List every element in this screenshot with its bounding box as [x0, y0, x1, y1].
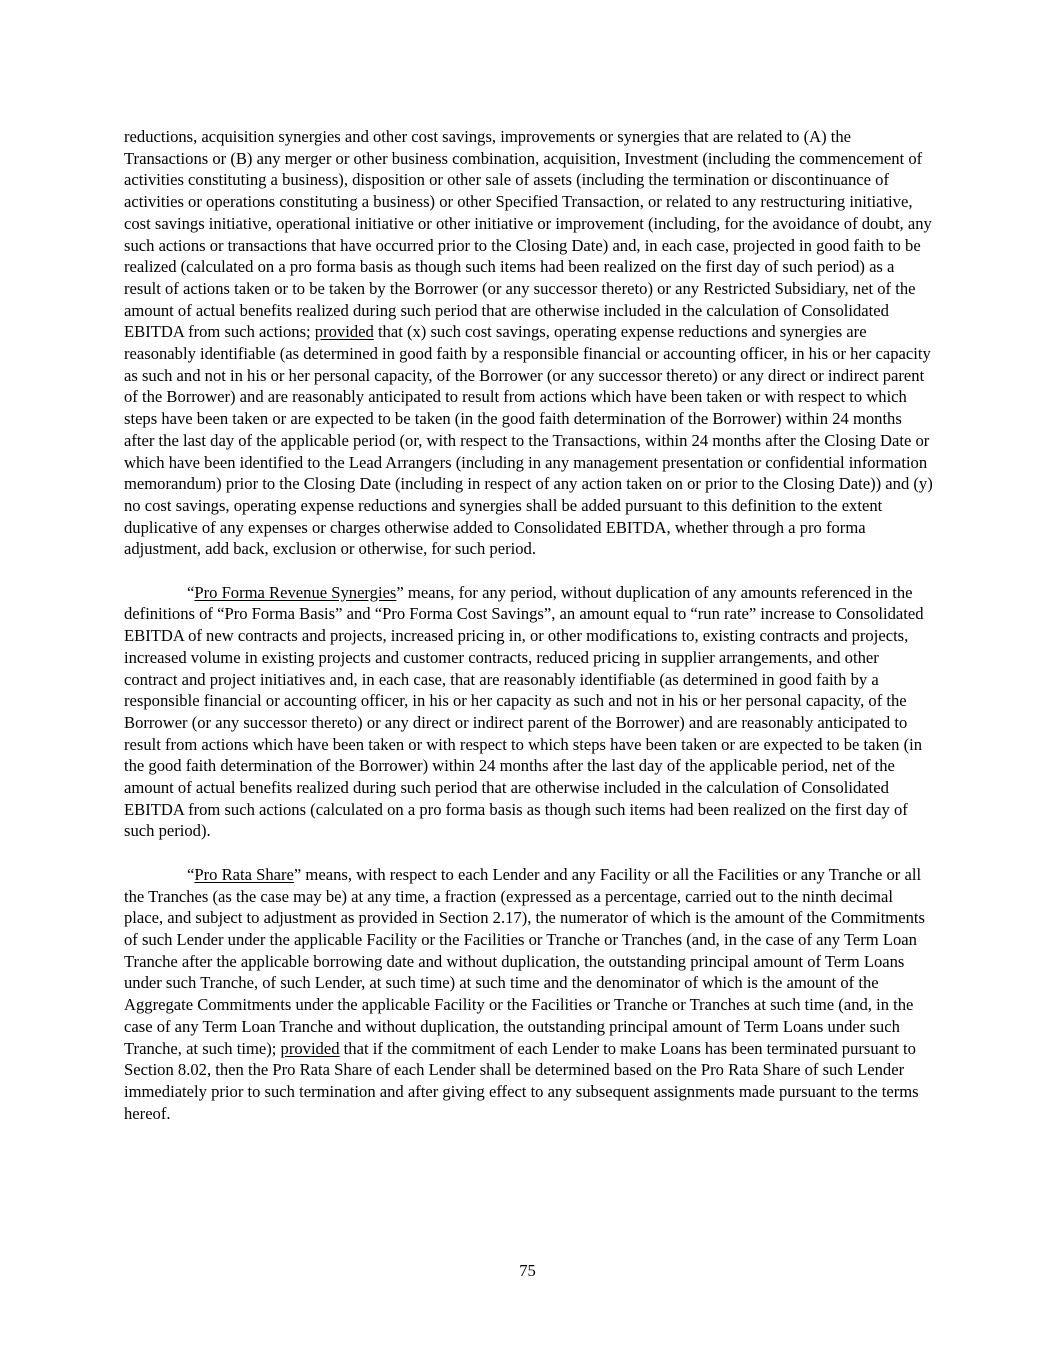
paragraph-pro-rata-share: [124, 864, 934, 1124]
definition-text: ” means, with respect to each Lender and any Facility or all the Facilities or any Tranche or all the Tranches (as the case may be) at any time, a fraction (expressed as a percentage, carried out to the ninth decimal place, and subject to adjustment as provided in Section 2.17), the numerator of which is the amount of the Commitments of such Lender under the applicable Facility or the Facilities or Tranche or Tranches (and, in the case of any Term Loan Tranche after the applicable borrowing date and without duplication, the outstanding principal amount of Term Loans under such Tranche, of such Lender, at such time) at such time and the denominator of which is the amount of the Aggregate Commitments under the applicable Facility or the Facilities or Tranche or Tranches at such time (and, in the case of any Term Loan Tranche and without duplication, the outstanding principal amount of Term Loans under such Tranche, at such time);: [124, 864, 925, 1058]
open-quote: “: [187, 864, 195, 884]
paragraph-pro-forma-revenue-synergies: [124, 582, 934, 842]
defined-term: Pro Forma Revenue Synergies: [194, 582, 397, 602]
document-page: [124, 126, 934, 1124]
paragraph-text: that (x) such cost savings, operating expense reductions and synergies are reasonably identifiable (as determined in good faith by a responsible financial or accounting officer, in his or her capacity as such and not in his or her personal capacity, of the Borrower (or any successor thereto) or any direct or indirect parent of the Borrower) and are reasonably anticipated to result from actions which have been taken or with respect to which steps have been taken or are expected to be taken (in the good faith determination of the Borrower) within 24 months after the last day of the applicable period (or, with respect to the Transactions, within 24 months after the Closing Date or which have been identified to the Lead Arrangers (including in any management presentation or confidential information memorandum) prior to the Closing Date (including in respect of any action taken on or prior to the Closing Date)) and (y) no cost savings, operating expense reductions and synergies shall be added pursuant to this definition to the extent duplicative of any expenses or charges otherwise added to Consolidated EBITDA, whether through a pro forma adjustment, add back, exclusion or otherwise, for such period.: [124, 322, 933, 559]
definition-text: that if the commitment of each Lender to make Loans has been terminated pursuant to Section 8.02, then the Pro Rata Share of each Lender shall be determined based on the Pro Rata Share of such Lender immediately prior to such termination and after giving effect to any subsequent assignments made pursuant to the terms hereof.: [124, 1038, 919, 1123]
provided-term: provided: [280, 1038, 340, 1058]
definition-text: ” means, for any period, without duplication of any amounts referenced in the definitions of “Pro Forma Basis” and “Pro Forma Cost Savings”, an amount equal to “run rate” increase to Consolidated EBITDA of new contracts and projects, increased pricing in, or other modifications to, existing contracts and projects, increased volume in existing projects and customer contracts, reduced pricing in supplier arrangements, and other contract and project initiatives and, in each case, that are reasonably identifiable (as determined in good faith by a responsible financial or accounting officer, in his or her capacity as such and not in his or her personal capacity, of the Borrower (or any successor thereto) or any direct or indirect parent of the Borrower) and are reasonably anticipated to result from actions which have been taken or with respect to which steps have been taken or are expected to be taken (in the good faith determination of the Borrower) within 24 months after the last day of the applicable period, net of the amount of actual benefits realized during such period that are otherwise included in the calculation of Consolidated EBITDA from such actions (calculated on a pro forma basis as though such items had been realized on the first day of such period).: [124, 582, 924, 841]
page-number: 75: [519, 1261, 536, 1280]
open-quote: “: [187, 582, 195, 602]
paragraph-text: reductions, acquisition synergies and other cost savings, improvements or synergies that are related to (A) the Transactions or (B) any merger or other business combination, acquisition, Investment (including the commencement of activities constituting a business), disposition or other sale of assets (including the termination or discontinuance of activities or operations constituting a business) or other Specified Transaction, or related to any restructuring initiative, cost savings initiative, operational initiative or other initiative or improvement (including, for the avoidance of doubt, any such actions or transactions that have occurred prior to the Closing Date) and, in each case, projected in good faith to be realized (calculated on a pro forma basis as though such items had been realized on the first day of such period) as a result of actions taken or to be taken by the Borrower (or any successor thereto) or any Restricted Subsidiary, net of the amount of actual benefits realized during such period that are otherwise included in the calculation of Consolidated EBITDA from such actions;: [124, 127, 932, 342]
provided-term: provided: [314, 322, 374, 342]
defined-term: Pro Rata Share: [194, 864, 294, 884]
paragraph-cost-savings-continuation: [124, 126, 934, 560]
